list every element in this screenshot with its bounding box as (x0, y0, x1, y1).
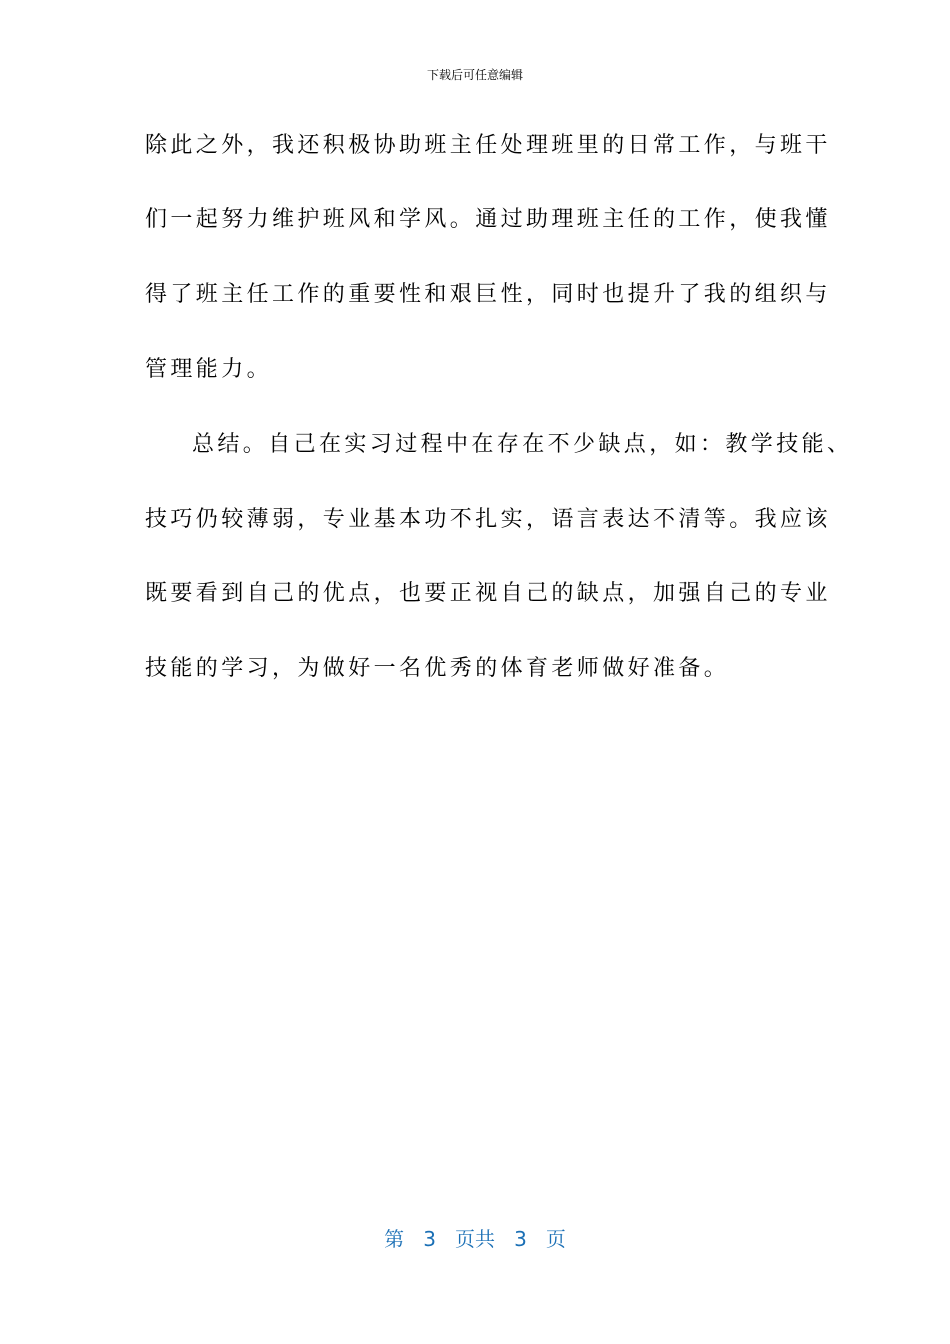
paragraph-line: 除此之外，我还积极协助班主任处理班里的日常工作，与班干 (145, 133, 831, 158)
paragraph-line: 得了班主任工作的重要性和艰巨性，同时也提升了我的组织与 (145, 282, 831, 307)
paragraph-line: 技能的学习，为做好一名优秀的体育老师做好准备。 (145, 656, 730, 681)
page-number-footer (0, 1225, 950, 1253)
paragraph-line: 们一起努力维护班风和学风。通过助理班主任的工作，使我懂 (145, 207, 831, 232)
current-page-number: 3 (423, 1227, 436, 1251)
page-label-middle: 页共 (455, 1227, 495, 1251)
page-label-prefix: 第 (384, 1227, 405, 1251)
page-label-suffix: 页 (545, 1227, 566, 1251)
page-header-note: 下载后可任意编辑 (426, 68, 523, 82)
paragraph-line: 总结。自己在实习过程中在存在不少缺点，如：教学技能、 (192, 432, 853, 457)
paragraph-line: 既要看到自己的优点，也要正视自己的缺点，加强自己的专业 (145, 581, 831, 606)
paragraph-line: 技巧仍较薄弱，专业基本功不扎实，语言表达不清等。我应该 (145, 507, 831, 532)
paragraph-line: 管理能力。 (145, 357, 273, 382)
total-pages-number: 3 (514, 1227, 527, 1251)
